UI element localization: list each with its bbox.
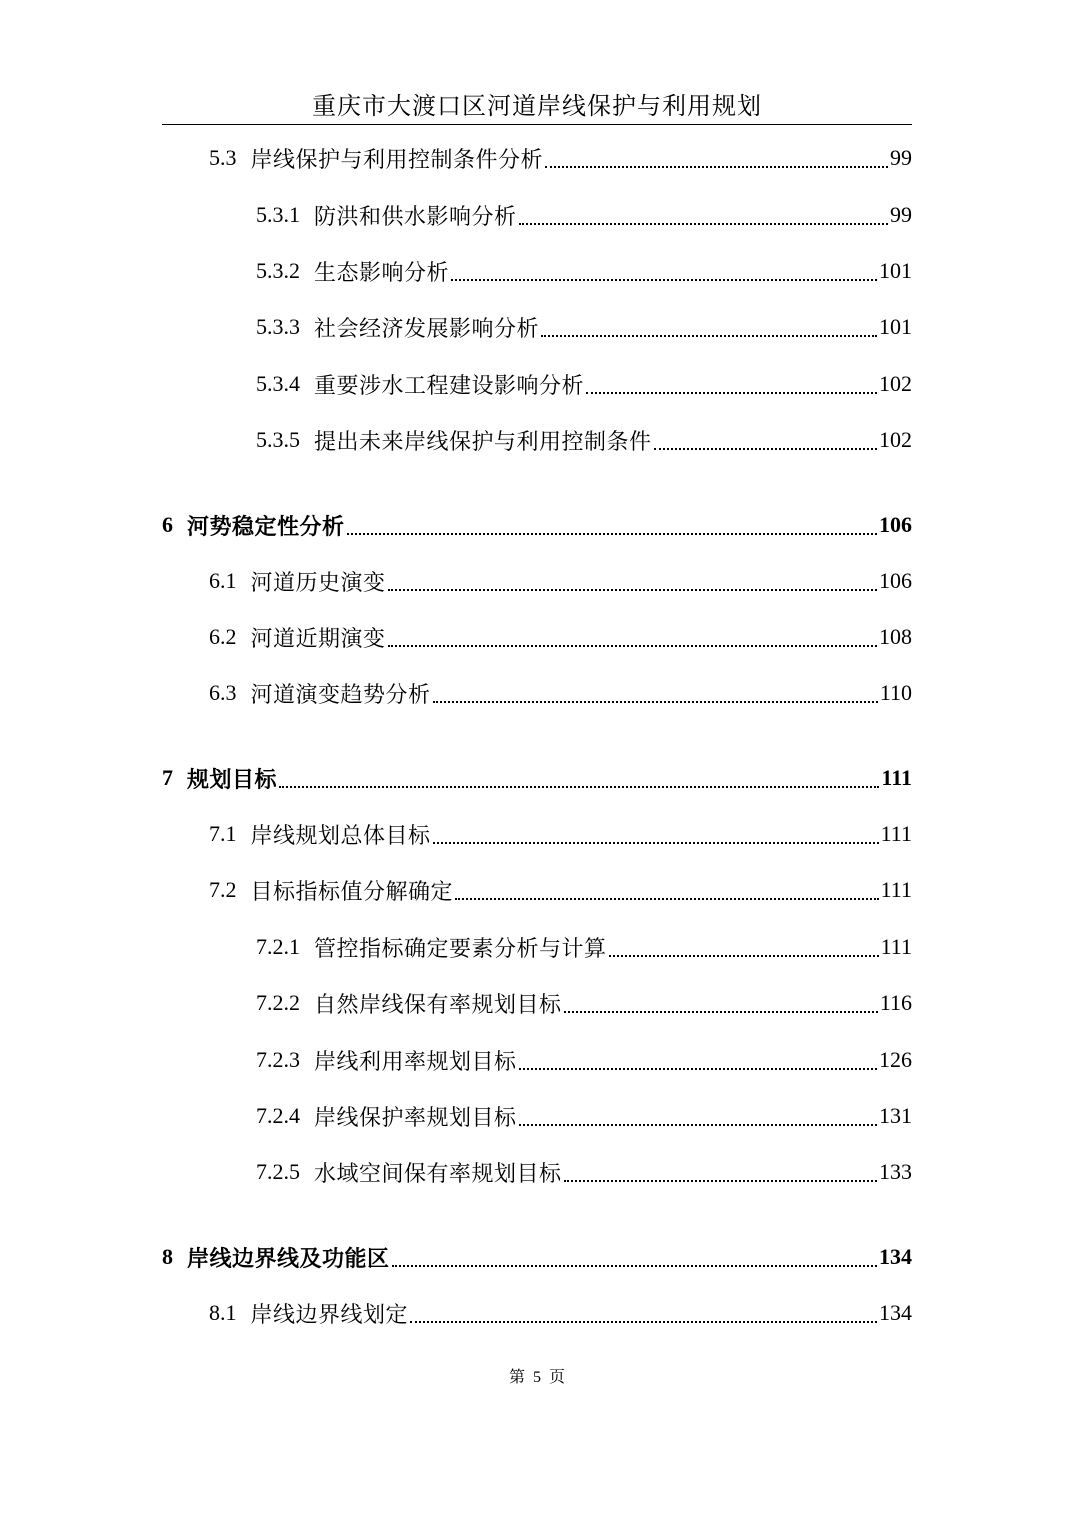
toc-entry-6-3[interactable] xyxy=(209,673,912,713)
toc-entry-page: 101 xyxy=(879,258,912,283)
toc-dot-leader xyxy=(347,533,877,535)
toc-entry-title: 防洪和供水影响分析 xyxy=(314,204,517,230)
toc-entry-5-3-5[interactable] xyxy=(256,420,912,460)
toc-entry-number: 6 xyxy=(162,512,173,537)
toc-entry-number: 7.2.1 xyxy=(256,934,300,959)
toc-dot-leader xyxy=(654,448,877,450)
toc-entry-number: 6.3 xyxy=(209,680,237,705)
toc-entry-page: 134 xyxy=(879,1300,912,1325)
toc-dot-leader xyxy=(519,1124,877,1126)
toc-entry-title: 自然岸线保有率规划目标 xyxy=(314,992,562,1018)
toc-entry-number: 5.3.3 xyxy=(256,314,300,339)
toc-entry-page: 111 xyxy=(880,877,912,902)
toc-chapter-6[interactable] xyxy=(162,505,912,545)
footer-suffix: 页 xyxy=(549,1369,566,1386)
toc-dot-leader xyxy=(564,1180,877,1182)
toc-dot-leader xyxy=(519,223,888,225)
toc-entry-page: 116 xyxy=(879,990,912,1015)
toc-entry-7-2-2[interactable] xyxy=(256,983,912,1023)
toc-entry-title: 目标指标值分解确定 xyxy=(250,879,454,905)
toc-entry-number: 7.2 xyxy=(209,877,237,902)
toc-entry-number: 7.2.3 xyxy=(256,1047,300,1072)
toc-entry-page: 102 xyxy=(879,427,912,452)
toc-entry-page: 99 xyxy=(890,202,912,227)
toc-entry-page: 111 xyxy=(880,821,912,846)
toc-entry-title: 岸线利用率规划目标 xyxy=(314,1049,517,1075)
toc-entry-page: 134 xyxy=(879,1244,912,1269)
toc-chapter-8[interactable] xyxy=(162,1237,912,1277)
toc-entry-number: 5.3.2 xyxy=(256,258,300,283)
toc-entry-title: 管控指标确定要素分析与计算 xyxy=(314,936,607,962)
toc-entry-page: 111 xyxy=(881,765,912,790)
toc-entry-5-3-3[interactable] xyxy=(256,307,912,347)
toc-entry-number: 8.1 xyxy=(209,1300,237,1325)
toc-entry-page: 99 xyxy=(890,145,912,170)
toc-entry-7-2-3[interactable] xyxy=(256,1040,912,1080)
toc-dot-leader xyxy=(388,589,877,591)
toc-entry-title: 河道演变趋势分析 xyxy=(250,682,431,708)
toc-entry-5-3-1[interactable] xyxy=(256,195,912,235)
toc-entry-page: 106 xyxy=(879,568,912,593)
toc-entry-5-3[interactable] xyxy=(209,138,912,178)
page-footer xyxy=(0,1364,1074,1387)
document-header-title: 重庆市大渡口区河道岸线保护与利用规划 xyxy=(312,92,762,120)
toc-entry-7-2[interactable] xyxy=(209,870,912,910)
toc-entry-number: 7.1 xyxy=(209,821,237,846)
toc-dot-leader xyxy=(410,1321,877,1323)
toc-entry-page: 108 xyxy=(879,624,912,649)
toc-entry-title: 提出未来岸线保护与利用控制条件 xyxy=(314,429,652,455)
toc-entry-page: 106 xyxy=(879,512,912,537)
toc-entry-5-3-2[interactable] xyxy=(256,251,912,291)
toc-dot-leader xyxy=(586,392,877,394)
toc-entry-number: 7.2.4 xyxy=(256,1103,300,1128)
toc-entry-7-1[interactable] xyxy=(209,814,912,854)
toc-entry-number: 6.2 xyxy=(209,624,237,649)
toc-entry-title: 重要涉水工程建设影响分析 xyxy=(314,373,585,399)
toc-dot-leader xyxy=(433,701,878,703)
toc-dot-leader xyxy=(388,645,877,647)
toc-dot-leader xyxy=(451,279,877,281)
toc-dot-leader xyxy=(279,786,879,788)
toc-entry-number: 5.3.5 xyxy=(256,427,300,452)
toc-entry-title: 岸线保护与利用控制条件分析 xyxy=(250,147,544,173)
toc-entry-page: 131 xyxy=(879,1103,912,1128)
toc-entry-title: 河道近期演变 xyxy=(250,626,386,652)
toc-entry-7-2-1[interactable] xyxy=(256,927,912,967)
toc-entry-number: 5.3.1 xyxy=(256,202,300,227)
toc-entry-title: 河势稳定性分析 xyxy=(187,514,345,540)
toc-dot-leader xyxy=(519,1068,877,1070)
toc-entry-number: 7.2.5 xyxy=(256,1159,300,1184)
toc-entry-title: 岸线保护率规划目标 xyxy=(314,1105,517,1131)
toc-dot-leader xyxy=(455,898,879,900)
toc-entry-title: 社会经济发展影响分析 xyxy=(314,316,540,342)
toc-entry-number: 7 xyxy=(162,765,173,790)
toc-dot-leader xyxy=(433,842,879,844)
toc-dot-leader xyxy=(392,1265,877,1267)
toc-entry-title: 生态影响分析 xyxy=(314,260,450,286)
toc-entry-title: 岸线规划总体目标 xyxy=(250,823,431,849)
toc-entry-6-2[interactable] xyxy=(209,617,912,657)
toc-entry-page: 101 xyxy=(879,314,912,339)
toc-dot-leader xyxy=(609,955,879,957)
toc-entry-page: 110 xyxy=(879,680,912,705)
footer-prefix: 第 xyxy=(508,1369,525,1386)
toc-dot-leader xyxy=(564,1011,878,1013)
toc-chapter-7[interactable] xyxy=(162,758,912,798)
toc-entry-title: 岸线边界线及功能区 xyxy=(187,1246,390,1272)
toc-entry-8-1[interactable] xyxy=(209,1293,912,1333)
toc-entry-title: 规划目标 xyxy=(187,767,278,793)
toc-entry-page: 102 xyxy=(879,371,912,396)
toc-entry-title: 岸线边界线划定 xyxy=(250,1302,409,1328)
toc-dot-leader xyxy=(545,166,888,168)
toc-entry-5-3-4[interactable] xyxy=(256,364,912,404)
footer-page-number: 5 xyxy=(533,1369,541,1386)
toc-entry-7-2-5[interactable] xyxy=(256,1152,912,1192)
toc-entry-number: 5.3 xyxy=(209,145,237,170)
toc-entry-number: 5.3.4 xyxy=(256,371,300,396)
toc-entry-page: 126 xyxy=(879,1047,912,1072)
toc-entry-number: 8 xyxy=(162,1244,173,1269)
toc-entry-number: 7.2.2 xyxy=(256,990,300,1015)
toc-entry-6-1[interactable] xyxy=(209,561,912,601)
toc-entry-title: 水域空间保有率规划目标 xyxy=(314,1161,562,1187)
toc-entry-page: 133 xyxy=(879,1159,912,1184)
toc-entry-title: 河道历史演变 xyxy=(250,570,386,596)
toc-entry-page: 111 xyxy=(880,934,912,959)
toc-entry-number: 6.1 xyxy=(209,568,237,593)
toc-dot-leader xyxy=(541,335,877,337)
toc-entry-7-2-4[interactable] xyxy=(256,1096,912,1136)
